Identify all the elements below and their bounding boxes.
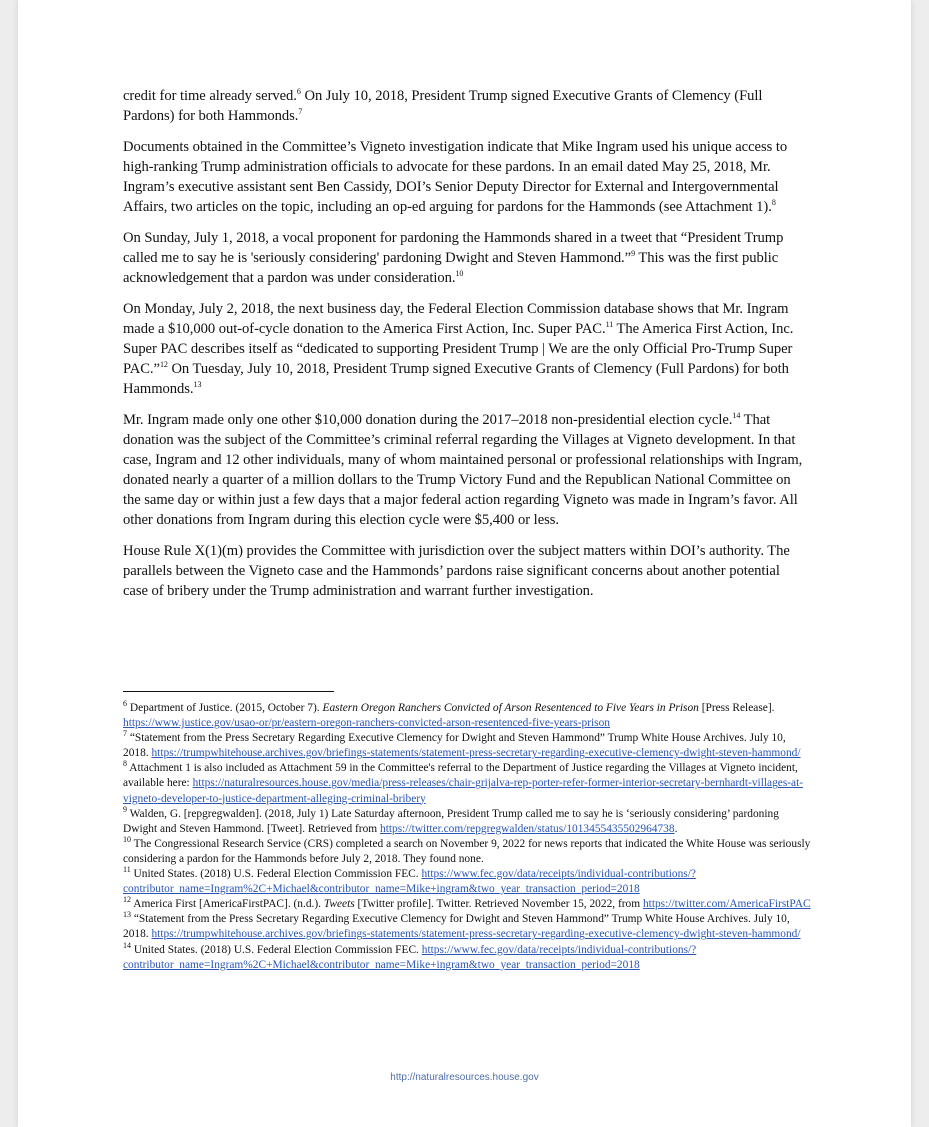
- paragraph-text: The America First Action, Inc. Super PAC describes itself as “dedicated to supporting President Trump | We are the only Official Pro-Trump Super PAC.”: [123, 321, 794, 377]
- footnote-6: [123, 701, 813, 731]
- paragraph-2: [123, 137, 808, 217]
- footnote-number: 11: [123, 865, 131, 875]
- paragraph-text: This was the first public acknowledgement that a pardon was under consideration.: [123, 250, 779, 286]
- paragraph-text: On Sunday, July 1, 2018, a vocal proponent for pardoning the Hammonds shared in a tweet that “President Trump called me to say he is 'seriously considering' pardoning Dwight and Steven Hammond.”: [123, 230, 784, 266]
- footnote-text: Walden, G. [repgregwalden]. (2018, July 1) Late Saturday afternoon, President Trump called me to say he is ‘seriously considering’ pardoning Dwight and Steven Hammond. [Tweet]. Retrieved from: [123, 807, 779, 835]
- footnote-ref[interactable]: 9: [631, 249, 636, 259]
- footnote-link[interactable]: https://naturalresources.house.gov/media/press-releases/chair-grijalva-rep-porter-refer-former-interior-secretary-bernhardt-villages-at-vigneto-developer-to-justice-department-alleging-criminal-bribery: [123, 777, 804, 805]
- footnote-ref[interactable]: 6: [296, 87, 301, 97]
- footnote-number: 6: [123, 699, 127, 709]
- footnote-ref[interactable]: 14: [732, 411, 741, 421]
- footnote-text: Attachment 1 is also included as Attachment 59 in the Committee's referral to the Department of Justice regarding the Villages at Vigneto incident, available here:: [123, 762, 798, 790]
- footnote-number: 7: [123, 729, 127, 739]
- footnote-number: 12: [123, 895, 131, 905]
- footnote-7: [123, 731, 813, 761]
- paragraph-1: [123, 86, 808, 126]
- footnote-text: The Congressional Research Service (CRS) completed a search on November 9, 2022 for news reports that indicated the White House was seriously considering a pardon for the Hammonds before July 2, 2018. They found none.: [123, 837, 811, 865]
- footnote-ref[interactable]: 8: [771, 198, 776, 208]
- footnote-link[interactable]: https://twitter.com/repgregwalden/status/1013455435502964738: [380, 822, 675, 835]
- footnote-10: [123, 837, 813, 867]
- footnote-number: 8: [123, 759, 127, 769]
- footnote-text: .: [674, 822, 678, 835]
- footnote-ref[interactable]: 12: [159, 360, 168, 370]
- footnote-text: “Statement from the Press Secretary Regarding Executive Clemency for Dwight and Steven Hammond” Trump White House Archives. July 10, 2018.: [123, 732, 786, 760]
- footnote-number: 14: [123, 940, 131, 950]
- footnote-8: [123, 761, 813, 806]
- footnote-link[interactable]: https://trumpwhitehouse.archives.gov/briefings-statements/statement-press-secretary-regarding-executive-clemency-dwight-steven-hammond/: [151, 747, 801, 760]
- paragraph-6: [123, 541, 808, 601]
- footnote-text: America First [AmericaFirstPAC]. (n.d.).: [131, 898, 324, 911]
- footnote-link[interactable]: https://twitter.com/AmericaFirstPAC: [642, 898, 811, 911]
- paragraph-text: On Tuesday, July 10, 2018, President Trump signed Executive Grants of Clemency (Full Pardons) for both Hammonds.: [123, 361, 789, 397]
- footnote-14: [123, 940, 813, 973]
- paragraph-text: House Rule X(1)(m) provides the Committee with jurisdiction over the subject matters within DOI’s authority. The parallels between the Vigneto case and the Hammonds’ pardons raise significant concerns about another potential case of bribery under the Trump administration and warrant further investigation.: [123, 543, 790, 599]
- footnote-link[interactable]: https://www.fec.gov/data/receipts/individual-contributions/?contributor_name=Ingram%2C+Michael&contributor_name=Mike+ingram&two_year_transaction_period=2018: [123, 868, 696, 896]
- footnote-link[interactable]: https://trumpwhitehouse.archives.gov/briefings-statements/statement-press-secretary-regarding-executive-clemency-dwight-steven-hammond/: [151, 928, 801, 941]
- paragraph-5: [123, 410, 808, 530]
- page-footer-link[interactable]: http://naturalresources.house.gov: [390, 1072, 539, 1083]
- footnote-link[interactable]: https://www.justice.gov/usao-or/pr/eastern-oregon-ranchers-convicted-arson-resentenced-five-years-prison: [123, 717, 610, 730]
- document-page: [18, 0, 911, 1127]
- footnote-divider: [123, 691, 334, 692]
- footnote-title: Eastern Oregon Ranchers Convicted of Arson Resentenced to Five Years in Prison: [322, 702, 699, 714]
- footnote-ref[interactable]: 10: [455, 269, 464, 279]
- paragraph-4: [123, 299, 808, 399]
- footnote-12: [123, 897, 813, 912]
- paragraph-text: On July 10, 2018, President Trump signed Executive Grants of Clemency (Full Pardons) for both Hammonds.: [123, 88, 763, 124]
- footnote-text: Department of Justice. (2015, October 7).: [127, 702, 323, 714]
- footnote-link[interactable]: https://www.fec.gov/data/receipts/individual-contributions/?contributor_name=Ingram%2C+Michael&contributor_name=Mike+ingram&two_year_transaction_period=2018: [123, 943, 697, 971]
- paragraph-text: Mr. Ingram made only one other $10,000 donation during the 2017–2018 non-presidential election cycle.: [123, 412, 733, 428]
- footnote-ref[interactable]: 13: [193, 380, 202, 390]
- paragraph-3: [123, 228, 808, 288]
- body-text: [123, 86, 808, 612]
- paragraph-text: Documents obtained in the Committee’s Vigneto investigation indicate that Mike Ingram used his unique access to high-ranking Trump administration officials to advocate for these pardons. In an email dated May 25, 2018, Mr. Ingram’s executive assistant sent Ben Cassidy, DOI’s Senior Deputy Director for External and Intergovernmental Affairs, two articles on the topic, including an op-ed arguing for pardons for the Hammonds (see Attachment 1).: [123, 139, 788, 215]
- footnote-text: “Statement from the Press Secretary Regarding Executive Clemency for Dwight and Steven Hammond” Trump White House Archives. July 10, 2018.: [123, 913, 790, 941]
- footnotes: [123, 701, 813, 973]
- footnote-13: [123, 912, 813, 942]
- footnote-number: 10: [123, 835, 131, 845]
- paragraph-text: credit for time already served.: [123, 88, 297, 104]
- footnote-ref[interactable]: 11: [605, 320, 614, 330]
- paragraph-text: On Monday, July 2, 2018, the next business day, the Federal Election Commission database shows that Mr. Ingram made a $10,000 out-of-cycle donation to the America First Action, Inc. Super PAC.: [123, 301, 789, 337]
- footnote-text: [Press Release].: [698, 702, 775, 714]
- paragraph-text: That donation was the subject of the Committee’s criminal referral regarding the Villages at Vigneto development. In that case, Ingram and 12 other individuals, many of whom maintained personal or professional relationships with Ingram, donated nearly a quarter of a million dollars to the Trump Victory Fund and the Republican National Committee on the same day or within just a few days that a major federal action regarding Vigneto was made in Ingram’s favor. All other donations from Ingram during this election cycle were $5,400 or less.: [123, 412, 803, 528]
- footnote-text: United States. (2018) U.S. Federal Election Commission FEC.: [131, 943, 422, 956]
- footnote-text: [Twitter profile]. Twitter. Retrieved November 15, 2022, from: [354, 898, 643, 911]
- footnote-ref[interactable]: 7: [298, 107, 303, 117]
- footnote-9: [123, 804, 813, 837]
- footnote-text: United States. (2018) U.S. Federal Election Commission FEC.: [130, 868, 422, 881]
- footnote-number: 9: [123, 804, 127, 814]
- footnote-title: Tweets: [323, 898, 355, 911]
- footnote-number: 13: [123, 910, 131, 920]
- footnote-11: [123, 867, 813, 897]
